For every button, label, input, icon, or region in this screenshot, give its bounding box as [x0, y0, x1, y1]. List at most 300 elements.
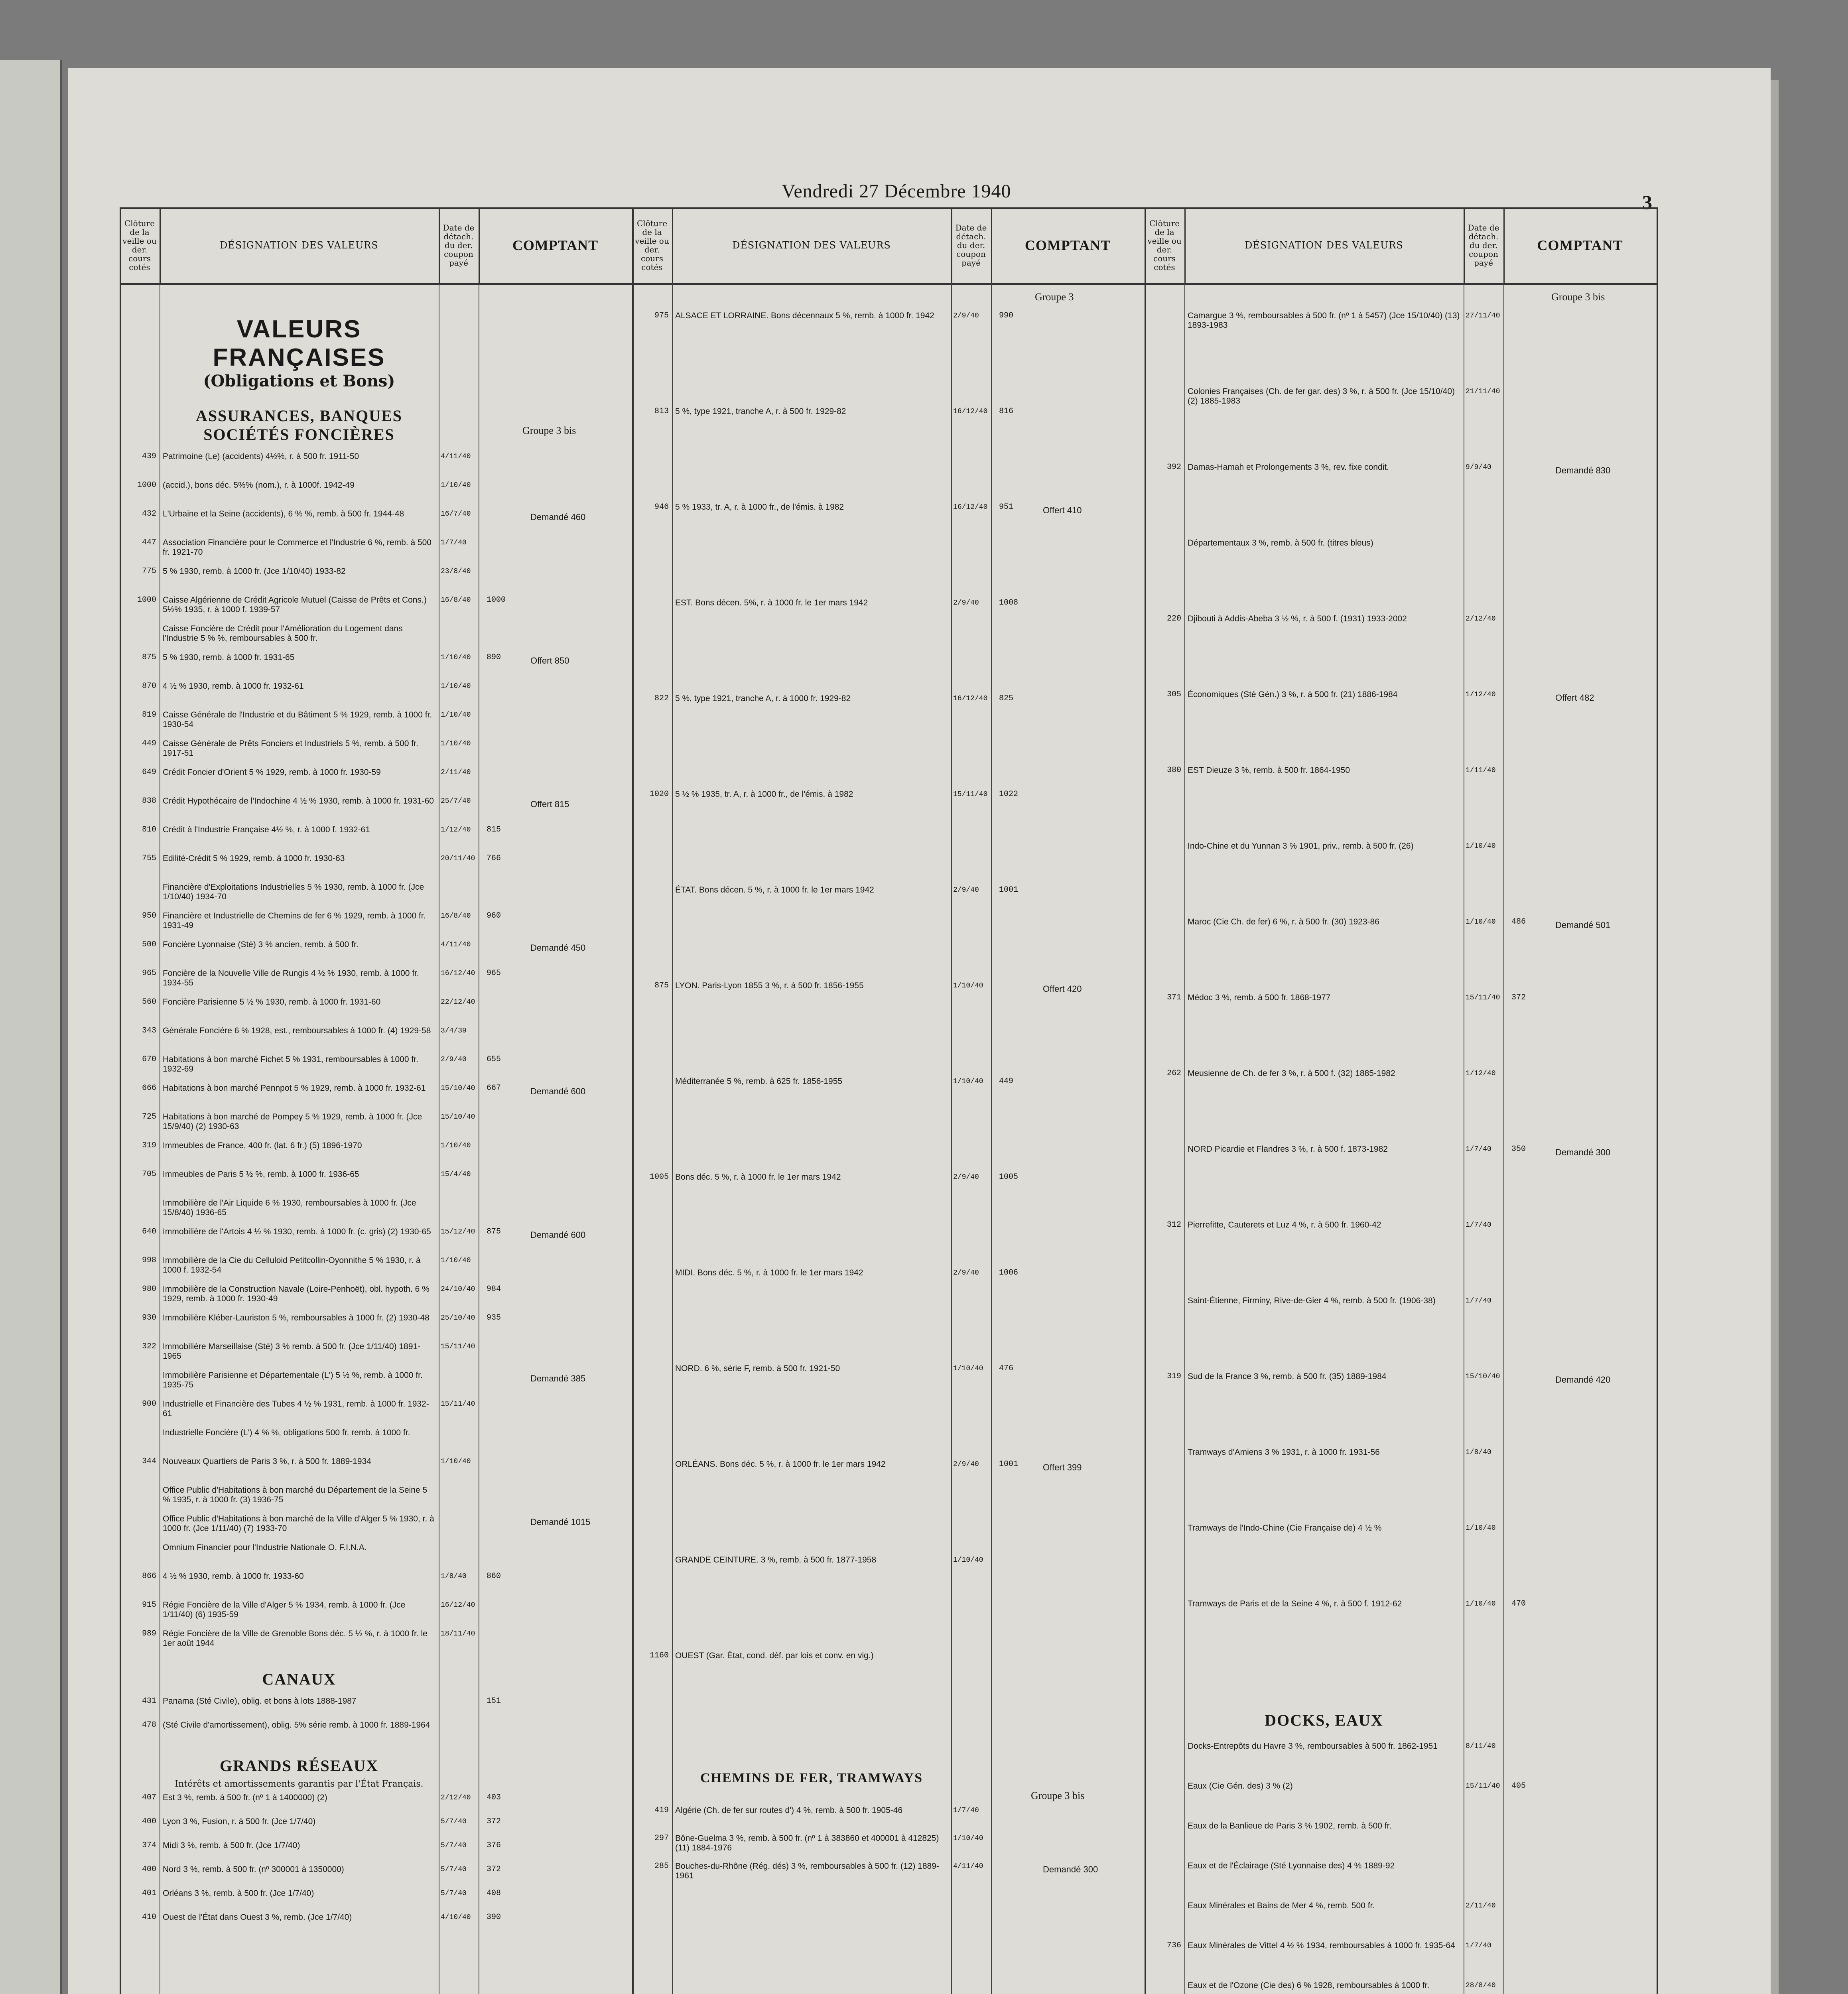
table-row — [120, 1428, 632, 1457]
cloture-value: 810 — [142, 825, 156, 834]
cloture-value: 344 — [142, 1457, 156, 1466]
table-row — [1145, 538, 1657, 614]
comptant-price: 405 — [1511, 1781, 1526, 1791]
comptant-price: 1008 — [999, 598, 1019, 607]
docks-list — [1145, 1742, 1657, 1994]
cloture-value: 813 — [654, 407, 669, 416]
table-row — [120, 1198, 632, 1227]
table-row — [120, 1572, 632, 1600]
designation-text: Bons déc. 5 %, r. à 1000 fr. le 1er mars 1942 — [675, 1172, 841, 1182]
table-row — [120, 509, 632, 538]
designation-text: Caisse Algérienne de Crédit Agricole Mutuel (Caisse de Prêts et Cons.) 5½% 1935, r. à 1000 f. 1939-57 — [163, 595, 427, 614]
coupon-date: 1/12/40 — [441, 826, 471, 834]
coupon-date: 2/11/40 — [441, 768, 471, 776]
category-title: ASSURANCES, BANQUES SOCIÉTÉS FONCIÈRES — [195, 407, 403, 443]
comptant-price: 449 — [999, 1077, 1014, 1086]
coupon-date: 1/7/40 — [1466, 1145, 1491, 1153]
table-row — [632, 981, 1145, 1077]
coupon-date: 15/4/40 — [441, 1170, 471, 1178]
designation-text: Foncière Parisienne 5 ½ % 1930, remb. à 1000 fr. 1931-60 — [163, 997, 381, 1007]
table-row — [120, 1793, 632, 1817]
offer-note: Demandé 830 — [1555, 465, 1611, 475]
table-row — [632, 790, 1145, 885]
designation-text: Colonies Françaises (Ch. de fer gar. des) 3 %, r. à 500 fr. (Jce 15/10/40) (2) 1885-1983 — [1188, 387, 1455, 406]
table-row — [632, 502, 1145, 598]
coupon-date: 1/10/40 — [441, 682, 471, 690]
table-row — [120, 1457, 632, 1486]
table-row — [120, 768, 632, 796]
coupon-date: 5/7/40 — [441, 1866, 467, 1874]
offer-note: Demandé 1015 — [530, 1517, 591, 1527]
comptant-price: 151 — [487, 1696, 501, 1706]
coupon-date: 4/10/40 — [441, 1913, 471, 1921]
comptant-price: 860 — [487, 1572, 501, 1581]
table-row — [120, 1629, 632, 1658]
column-2-body — [632, 287, 1145, 1994]
cloture-value: 670 — [142, 1055, 156, 1064]
coupon-date: 1/7/40 — [953, 1807, 979, 1815]
chemins-title: CHEMINS DE FER, TRAMWAYS — [700, 1771, 923, 1785]
table-row — [632, 1077, 1145, 1172]
reseaux-subtitle: Intérêts et amortissements garantis par l'État Français. — [175, 1779, 424, 1789]
designation-text: Meusienne de Ch. de fer 3 %, r. à 500 f. (32) 1885-1982 — [1188, 1069, 1395, 1078]
coupon-date: 5/7/40 — [441, 1890, 467, 1897]
table-row — [120, 1026, 632, 1055]
coupon-date: 24/10/40 — [441, 1285, 475, 1293]
coupon-date: 25/7/40 — [441, 797, 471, 805]
designation-text: Tramways de Paris et de la Seine 4 %, r. à 500 f. 1912-62 — [1188, 1599, 1402, 1608]
comptant-price: 935 — [487, 1313, 501, 1322]
coupon-date: 18/11/40 — [441, 1630, 475, 1638]
designation-text: MIDI. Bons déc. 5 %, r. à 1000 fr. le 1er mars 1942 — [675, 1268, 863, 1277]
coupon-date: 1/8/40 — [1466, 1448, 1491, 1456]
table-row — [632, 1364, 1145, 1460]
designation-text: Eaux de la Banlieue de Paris 3 % 1902, remb. à 500 fr. — [1188, 1821, 1392, 1830]
comptant-price: 372 — [487, 1865, 501, 1874]
coupon-date: 2/9/40 — [953, 312, 979, 320]
designation-text: NORD. 6 %, série F, remb. à 500 fr. 1921-50 — [675, 1364, 840, 1373]
table-row — [1145, 1599, 1657, 1675]
designation-text: Ouest de l'État dans Ouest 3 %, remb. (Jce 1/7/40) — [163, 1913, 352, 1922]
coupon-date: 28/8/40 — [1466, 1982, 1496, 1990]
coupon-date: 1/12/40 — [1466, 691, 1496, 699]
table-row — [120, 1256, 632, 1285]
designation-text: 5 %, type 1921, tranche A, r. à 500 fr. 1929-82 — [675, 407, 846, 416]
coupon-date: 8/11/40 — [1466, 1742, 1496, 1750]
table-row — [1145, 1981, 1657, 1994]
table-row — [120, 1486, 632, 1514]
coupon-date: 1/10/40 — [441, 711, 471, 719]
designation-text: (Sté Civile d'amortissement), oblig. 5% série remb. à 1000 fr. 1889-1964 — [163, 1720, 430, 1730]
table-row — [632, 598, 1145, 694]
designation-text: Orléans 3 %, remb. à 500 fr. (Jce 1/7/40) — [163, 1889, 314, 1898]
cloture-value: 870 — [142, 682, 156, 691]
designation-text: Industrielle et Financière des Tubes 4 ½ % 1931, remb. à 1000 fr. 1932-61 — [163, 1399, 429, 1418]
table-row — [1145, 690, 1657, 766]
coupon-date: 16/12/40 — [953, 503, 988, 511]
offer-note: Offert 815 — [530, 799, 569, 809]
table-row — [120, 682, 632, 710]
cloture-value: 989 — [142, 1629, 156, 1638]
offer-note: Demandé 385 — [530, 1373, 586, 1383]
table-row — [120, 1170, 632, 1198]
table-row — [1145, 1941, 1657, 1981]
designation-text: Immobilière de l'Artois 4 ½ % 1930, remb. à 1000 fr. (c. gris) (2) 1930-65 — [163, 1227, 431, 1236]
coupon-date: 25/10/40 — [441, 1314, 475, 1322]
comptant-price: 470 — [1511, 1599, 1526, 1608]
coupon-date: 1/8/40 — [441, 1572, 467, 1580]
groupe-label: Groupe 3 — [1035, 291, 1074, 303]
designation-text: Association Financière pour le Commerce et l'Industrie 6 %, remb. à 500 fr. 1921-70 — [163, 538, 431, 557]
cloture-value: 1000 — [137, 595, 156, 605]
table-row — [1145, 387, 1657, 463]
designation-text: Tramways de l'Indo-Chine (Cie Française de) 4 ½ % — [1188, 1523, 1382, 1533]
designation-text: Eaux et de l'Ozone (Cie des) 6 % 1928, remboursables à 1000 fr. — [1188, 1981, 1430, 1990]
comptant-price: 815 — [487, 825, 501, 834]
comptant-price: 372 — [1511, 993, 1526, 1002]
coupon-date: 1/10/40 — [953, 982, 983, 990]
coupon-date: 16/12/40 — [441, 969, 475, 977]
designation-text: Office Public d'Habitations à bon marché du Département de la Seine 5 % 1935, r. à 1000 fr. (3) 1936-75 — [163, 1486, 428, 1504]
designation-text: Caisse Générale de Prêts Fonciers et Industriels 5 %, remb. à 500 fr. 1917-51 — [163, 739, 418, 758]
comptant-price: 766 — [487, 854, 501, 863]
section-title: VALEURS FRANÇAISES — [213, 315, 386, 371]
comptant-price: 476 — [999, 1364, 1014, 1373]
cloture-value: 725 — [142, 1112, 156, 1121]
coupon-date: 15/11/40 — [441, 1343, 475, 1351]
cloture-value: 866 — [142, 1572, 156, 1581]
table-row — [120, 1285, 632, 1313]
cloture-value: 262 — [1166, 1069, 1181, 1078]
coupon-date: 15/11/40 — [1466, 1782, 1500, 1790]
designation-text: Panama (Sté Civile), oblig. et bons à lots 1888-1987 — [163, 1696, 357, 1706]
coupon-date: 2/12/40 — [441, 1794, 471, 1802]
chemins-groupe-holder — [632, 1786, 1145, 1806]
designation-text: Algérie (Ch. de fer sur routes d') 4 %, remb. à 500 fr. 1905-46 — [675, 1806, 903, 1815]
coupon-date: 1/10/40 — [1466, 918, 1496, 926]
coupon-date: 1/10/40 — [953, 1556, 983, 1564]
docks-title: DOCKS, EAUX — [1265, 1711, 1383, 1729]
header-designation: DÉSIGNATION DES VALEURS — [672, 207, 952, 283]
designation-text: Sud de la France 3 %, remb. à 500 fr. (35) 1889-1984 — [1188, 1372, 1387, 1381]
cloture-value: 1000 — [137, 481, 156, 490]
coupon-date: 1/11/40 — [1466, 766, 1496, 774]
coupon-date: 9/9/40 — [1466, 463, 1491, 471]
header-comptant: COMPTANT — [512, 237, 599, 253]
coupon-date: 4/11/40 — [441, 453, 471, 461]
table-row — [1145, 1861, 1657, 1901]
designation-text: Camargue 3 %, remboursables à 500 fr. (nº 1 à 5457) (Jce 15/10/40) (13) 1893-1983 — [1188, 311, 1460, 330]
cloture-value: 400 — [142, 1865, 156, 1874]
table-row — [1145, 1069, 1657, 1145]
offer-note: Demandé 300 — [1043, 1864, 1098, 1874]
offer-note: Demandé 420 — [1555, 1375, 1611, 1385]
comptant-price: 984 — [487, 1285, 501, 1294]
designation-text: Financière d'Exploitations Industrielles 5 % 1930, remb. à 1000 fr. (Jce 1/10/40) 1934-70 — [163, 883, 424, 901]
header-date: Date de détach. du der. coupon payé — [439, 207, 480, 283]
page-number: 3 — [1642, 191, 1652, 213]
cloture-value: 950 — [142, 911, 156, 920]
coupon-date: 1/10/40 — [953, 1834, 983, 1842]
column-2 — [632, 207, 1146, 1994]
comptant-price: 825 — [999, 694, 1014, 703]
table-row — [120, 940, 632, 969]
designation-text: OUEST (Gar. État, cond. déf. par lois et conv. en vig.) — [675, 1651, 874, 1660]
offer-note: Offert 482 — [1555, 693, 1594, 703]
cloture-value: 419 — [654, 1806, 669, 1815]
table-row — [120, 595, 632, 624]
coupon-date: 20/11/40 — [441, 855, 475, 863]
designation-text: Habitations à bon marché Fichet 5 % 1931, remboursables à 1000 fr. 1932-69 — [163, 1055, 418, 1074]
coupon-date: 1/10/40 — [441, 740, 471, 748]
table-row — [120, 796, 632, 825]
table-row — [1145, 1372, 1657, 1448]
coupon-date: 15/11/40 — [953, 790, 988, 798]
coupon-date: 2/11/40 — [1466, 1902, 1496, 1910]
comptant-price: 376 — [487, 1841, 501, 1850]
cloture-value: 319 — [142, 1141, 156, 1150]
designation-text: Eaux (Cie Gén. des) 3 % (2) — [1188, 1781, 1293, 1791]
table-row — [120, 1913, 632, 1937]
offer-note: Demandé 300 — [1555, 1147, 1611, 1157]
table-row — [120, 1399, 632, 1428]
column-1 — [120, 207, 634, 1994]
table-row — [120, 1696, 632, 1720]
coupon-date: 5/7/40 — [441, 1842, 467, 1850]
table-row — [120, 825, 632, 854]
designation-text: Immeubles de Paris 5 ½ %, remb. à 1000 fr. 1936-65 — [163, 1170, 359, 1179]
offer-note: Demandé 600 — [530, 1086, 586, 1096]
cloture-value: 649 — [142, 768, 156, 777]
cloture-value: 875 — [654, 981, 669, 990]
column-header — [632, 207, 1145, 285]
table-row — [632, 1268, 1145, 1364]
table-row — [632, 1651, 1145, 1747]
table-row — [120, 883, 632, 911]
table-row — [1145, 993, 1657, 1069]
designation-text: Saint-Étienne, Firminy, Rive-de-Gier 4 %, remb. à 500 fr. (1906-38) — [1188, 1296, 1436, 1305]
designation-text: Crédit à l'Industrie Française 4½ %, r. à 1000 f. 1932-61 — [163, 825, 370, 834]
coupon-date: 1/10/40 — [1466, 1524, 1496, 1532]
designation-text: Omnium Financier pour l'Industrie Nationale O. F.I.N.A. — [163, 1543, 367, 1552]
cloture-value: 775 — [142, 567, 156, 576]
designation-text: Pierrefitte, Cauterets et Luz 4 %, r. à 500 fr. 1960-42 — [1188, 1220, 1381, 1230]
chemins-list — [632, 1806, 1145, 1890]
designation-text: Lyon 3 %, Fusion, r. à 500 fr. (Jce 1/7/40) — [163, 1817, 316, 1826]
coupon-date: 15/12/40 — [441, 1228, 475, 1236]
coupon-date: 1/10/40 — [1466, 1600, 1496, 1608]
table-row — [120, 1055, 632, 1084]
cloture-value: 900 — [142, 1399, 156, 1409]
designation-text: Eaux et de l'Éclairage (Sté Lyonnaise des) 4 % 1889-92 — [1188, 1861, 1395, 1870]
cloture-value: 875 — [142, 653, 156, 662]
table-row — [120, 911, 632, 940]
table-row — [1145, 463, 1657, 538]
adjacent-page-edge — [0, 60, 62, 1994]
comptant-price: 816 — [999, 407, 1014, 416]
cloture-value: 822 — [654, 694, 669, 703]
table-row — [120, 452, 632, 481]
cloture-value: 640 — [142, 1227, 156, 1236]
table-row — [632, 694, 1145, 790]
header-comptant: COMPTANT — [1024, 237, 1111, 253]
designation-text: ORLÉANS. Bons déc. 5 %, r. à 1000 fr. le 1er mars 1942 — [675, 1460, 886, 1469]
table-row — [120, 1889, 632, 1913]
designation-text: Docks-Entrepôts du Havre 3 %, remboursables à 500 fr. 1862-1951 — [1188, 1742, 1438, 1751]
comptant-price: 408 — [487, 1889, 501, 1898]
designation-text: Immobilière de l'Air Liquide 6 % 1930, remboursables à 1000 fr. (Jce 15/8/40) 1936-65 — [163, 1198, 416, 1217]
table-row — [1145, 766, 1657, 841]
coupon-date: 16/12/40 — [953, 408, 988, 416]
designation-text: 5 % 1933, tr. A, r. à 1000 fr., de l'émis. à 1982 — [675, 502, 844, 512]
cloture-value: 343 — [142, 1026, 156, 1035]
coupon-date: 1/10/40 — [441, 1142, 471, 1150]
coupon-date: 16/8/40 — [441, 596, 471, 604]
designation-text: Nouveaux Quartiers de Paris 3 %, r. à 500 fr. 1889-1934 — [163, 1457, 371, 1466]
comptant-price: 390 — [487, 1913, 501, 1922]
column-3-body — [1145, 287, 1657, 1994]
designation-text: Immeubles de France, 400 fr. (lat. 6 fr.) (5) 1896-1970 — [163, 1141, 362, 1150]
designation-text: Indo-Chine et du Yunnan 3 % 1901, priv., remb. à 500 fr. (26) — [1188, 841, 1414, 851]
designation-text: 4 ½ % 1930, remb. à 1000 fr. 1933-60 — [163, 1572, 304, 1581]
table-row — [120, 1084, 632, 1112]
coupon-date: 2/9/40 — [441, 1056, 467, 1064]
cloture-value: 705 — [142, 1170, 156, 1179]
coupon-date: 1/7/40 — [441, 539, 467, 547]
cloture-value: 371 — [1166, 993, 1181, 1002]
designation-text: Habitations à bon marché de Pompey 5 % 1929, remb. à 1000 fr. (Jce 15/9/40) (2) 1930-63 — [163, 1112, 422, 1131]
table-row — [120, 1720, 632, 1744]
designation-text: 5 % 1930, remb. à 1000 fr. 1931-65 — [163, 653, 295, 662]
table-row — [120, 1600, 632, 1629]
table-row — [120, 1313, 632, 1342]
table-row — [632, 1862, 1145, 1890]
table-row — [120, 481, 632, 509]
table-row — [120, 1227, 632, 1256]
cloture-value: 220 — [1166, 614, 1181, 623]
designation-text: Eaux Minérales et Bains de Mer 4 %, remb. 500 fr. — [1188, 1901, 1375, 1910]
cloture-value: 447 — [142, 538, 156, 547]
comptant-price: 1001 — [999, 885, 1019, 895]
reseaux-title: GRANDS RÉSEAUX — [219, 1757, 379, 1775]
table-row — [120, 1817, 632, 1841]
designation-text: ALSACE ET LORRAINE. Bons décennaux 5 %, remb. à 1000 fr. 1942 — [675, 311, 934, 320]
header-date: Date de détach. du der. coupon payé — [1464, 207, 1505, 283]
table-row — [1145, 1220, 1657, 1296]
cloture-value: 500 — [142, 940, 156, 949]
coupon-date: 1/7/40 — [1466, 1297, 1491, 1305]
cloture-value: 1020 — [649, 790, 669, 799]
table-row — [632, 1555, 1145, 1651]
designation-text: Est 3 %, remb. à 500 fr. (nº 1 à 1400000) (2) — [163, 1793, 327, 1802]
cloture-value: 819 — [142, 710, 156, 719]
row-list — [632, 311, 1145, 1747]
coupon-date: 16/12/40 — [441, 1601, 475, 1609]
coupon-date: 1/10/40 — [953, 1078, 983, 1086]
row-list — [1145, 311, 1657, 1675]
offer-note: Demandé 450 — [530, 943, 586, 953]
table-row — [1145, 1901, 1657, 1941]
table-row — [120, 1342, 632, 1371]
designation-text: Départementaux 3 %, remb. à 500 fr. (titres bleus) — [1188, 538, 1373, 548]
cloture-value: 285 — [654, 1862, 669, 1871]
table-row — [632, 1834, 1145, 1862]
designation-text: Djibouti à Addis-Abeba 3 ½ %, r. à 500 f. (1931) 1933-2002 — [1188, 614, 1407, 623]
table-row — [1145, 917, 1657, 993]
coupon-date: 16/7/40 — [441, 510, 471, 518]
coupon-date: 3/4/39 — [441, 1027, 467, 1035]
cloture-value: 312 — [1166, 1220, 1181, 1230]
cloture-value: 400 — [142, 1817, 156, 1826]
designation-text: Crédit Hypothécaire de l'Indochine 4 ½ % 1930, remb. à 1000 fr. 1931-60 — [163, 796, 434, 806]
designation-text: Immobilière Kléber-Lauriston 5 %, remboursables à 1000 fr. (2) 1930-48 — [163, 1313, 429, 1322]
cloture-value: 1160 — [649, 1651, 669, 1660]
coupon-date: 15/10/40 — [441, 1084, 475, 1092]
section-subtitle: (Obligations et Bons) — [203, 372, 395, 390]
page-date: Vendredi 27 Décembre 1940 — [782, 181, 1011, 202]
offer-note: Offert 420 — [1043, 984, 1082, 994]
cloture-value: 401 — [142, 1889, 156, 1898]
table-row — [120, 1371, 632, 1399]
table-row — [1145, 1742, 1657, 1781]
designation-text: Industrielle Foncière (L') 4 % %, obligations 500 fr. remb. à 1000 fr. — [163, 1428, 410, 1437]
designation-text: Patrimoine (Le) (accidents) 4½%, r. à 500 fr. 1911-50 — [163, 452, 359, 461]
comptant-price: 486 — [1511, 917, 1526, 926]
table-row — [1145, 1296, 1657, 1372]
table-row — [1145, 1448, 1657, 1523]
coupon-date: 2/9/40 — [953, 886, 979, 894]
designation-text: Financière et Industrielle de Chemins de fer 6 % 1929, remb. à 1000 fr. 1931-49 — [163, 911, 426, 930]
coupon-date: 2/9/40 — [953, 599, 979, 607]
cloture-value: 407 — [142, 1793, 156, 1802]
coupon-date: 22/12/40 — [441, 998, 475, 1006]
comptant-price: 667 — [487, 1084, 501, 1093]
comptant-price: 951 — [999, 502, 1014, 512]
comptant-price: 1001 — [999, 1460, 1019, 1469]
groupe-label: Groupe 3 bis — [522, 425, 576, 436]
designation-text: Tramways d'Amiens 3 % 1931, r. à 1000 fr. 1931-56 — [1188, 1448, 1380, 1457]
header-comptant: COMPTANT — [1537, 237, 1623, 253]
designation-text: Caisse Générale de l'Industrie et du Bâtiment 5 % 1929, remb. à 1000 fr. 1930-54 — [163, 710, 432, 729]
cloture-value: 322 — [142, 1342, 156, 1351]
table-row — [120, 567, 632, 595]
canaux-list — [120, 1696, 632, 1744]
table-row — [120, 1841, 632, 1865]
table-row — [1145, 1523, 1657, 1599]
coupon-date: 15/11/40 — [441, 1400, 475, 1408]
table-row — [120, 710, 632, 739]
table-row — [120, 624, 632, 653]
cloture-value: 432 — [142, 509, 156, 518]
cloture-value: 392 — [1166, 463, 1181, 472]
coupon-date: 1/10/40 — [441, 481, 471, 489]
table-row — [1145, 311, 1657, 387]
cloture-value: 560 — [142, 997, 156, 1007]
designation-text: Immobilière Parisienne et Départementale (L') 5 ½ %, remb. à 1000 fr. 1935-75 — [163, 1371, 423, 1389]
comptant-price: 350 — [1511, 1145, 1526, 1154]
designation-text: Bouches-du-Rhône (Rég. dés) 3 %, remboursables à 500 fr. (12) 1889-1961 — [675, 1862, 939, 1880]
table-row — [632, 1806, 1145, 1834]
designation-text: 5 % 1930, remb. à 1000 fr. (Jce 1/10/40) 1933-82 — [163, 567, 346, 576]
header-date: Date de détach. du der. coupon payé — [951, 207, 992, 283]
coupon-date: 2/12/40 — [1466, 615, 1496, 623]
designation-text: Immobilière Marseillaise (Sté) 3 % remb. à 500 fr. (Jce 1/11/40) 1891-1965 — [163, 1342, 421, 1361]
coupon-date: 1/10/40 — [441, 1458, 471, 1466]
designation-text: Maroc (Cie Ch. de fer) 6 %, r. à 500 fr. (30) 1923-86 — [1188, 917, 1379, 926]
designation-text: GRANDE CEINTURE. 3 %, remb. à 500 fr. 1877-1958 — [675, 1555, 877, 1564]
designation-text: Bône-Guelma 3 %, remb. à 500 fr. (nº 1 à 383860 et 400001 à 412825) (11) 1884-1976 — [675, 1834, 939, 1852]
comptant-price: 1005 — [999, 1172, 1019, 1182]
